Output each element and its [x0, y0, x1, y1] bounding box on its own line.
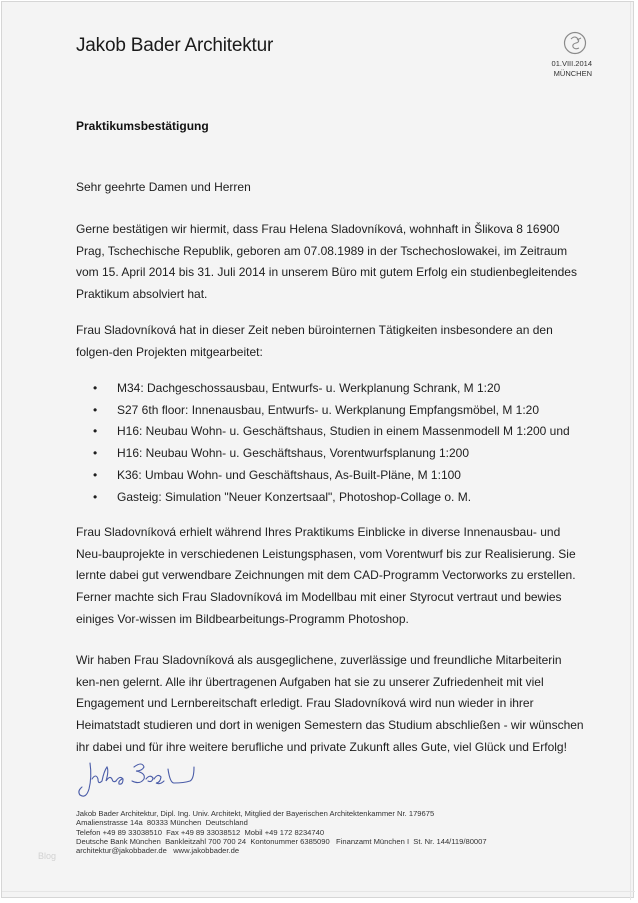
bullet-icon: • [93, 381, 98, 395]
letter-date: 01.VIII.2014 [551, 59, 592, 68]
list-item: • Gasteig: Simulation "Neuer Konzertsaal", Photoshop-Collage o. M. [76, 487, 588, 509]
bullet-icon: • [93, 467, 98, 482]
salutation: Sehr geehrte Damen und Herren [76, 180, 251, 194]
signature-icon [76, 757, 206, 802]
bullet-icon: • [93, 402, 98, 417]
date-place-block [552, 59, 592, 79]
page-edge-line [630, 2, 631, 900]
paragraph-projects-intro: Frau Sladovníková hat in dieser Zeit neben bürointernen Tätigkeiten insbesondere an den folgen-den Projekten mitgearbeitet: [76, 323, 553, 359]
list-item: • M34: Dachgeschossausbau, Entwurfs- u. Werkplanung Schrank, M 1:20 [76, 378, 588, 400]
watermark: Blog [38, 851, 57, 861]
paragraph-confirmation: Gerne bestätigen wir hiermit, dass Frau Helena Sladovníková, wohnhaft in Šlikova 8 16900 Prag, Tschechische Republik, geboren am 07.08.1989 in der Tschechoslowakei, im Zeitraum vom 15. April 2014 bis 31. Juli 2014 in unserem Büro mit gutem Erfolg ein studienbegleitendes Praktikum absolviert hat. [76, 222, 577, 302]
company-name: Jakob Bader Architektur [76, 35, 274, 56]
list-item: • S27 6th floor: Innenausbau, Entwurfs- u. Werkplanung Empfangsmöbel, M 1:20 [76, 400, 588, 422]
page-edge-line [2, 891, 635, 892]
monogram-logo-icon [563, 31, 587, 55]
bullet-icon: • [93, 489, 98, 504]
list-item: • H16: Neubau Wohn- u. Geschäftshaus, Studien in einem Massenmodell M 1:200 und [76, 421, 588, 443]
bullet-icon: • [93, 424, 98, 439]
footer-bank: Deutsche Bank München Bankleitzahl 700 700 24 Kontonummer 6385090 Finanzamt München I St. Nr. 144/119/80007 [76, 836, 487, 846]
footer-registration: Jakob Bader Architektur, Dipl. Ing. Univ. Architekt, Mitglied der Bayerischen Architektenkammer Nr. 179675 [76, 809, 435, 818]
project-list [76, 378, 588, 508]
paragraph-experience: Frau Sladovníková erhielt während Ihres Praktikums Einblicke in diverse Innenausbau- und Neu-bauprojekte in verschiedenen Leistungsphasen, vom Vorentwurf bis zur Realisierung. Sie lernte dabei gut verwendbare Zeichnungen mit dem CAD-Programm Vectorworks zu erstellen. Ferner machte sich Frau Sladovníková im Modellbau mit einer Styrocut vertraut und bewies einiges Vor-wissen im Bildbearbeitungs-Programm Photoshop. [76, 525, 576, 626]
list-item: • H16: Neubau Wohn- u. Geschäftshaus, Vorentwurfsplanung 1:200 [76, 443, 588, 465]
footer-phone: Telefon +49 89 33038510 Fax +49 89 33038512 Mobil +49 172 8234740 [76, 827, 325, 837]
paragraph-closing: Wir haben Frau Sladovníková als ausgeglichene, zuverlässige und freundliche Mitarbeiterin ken-nen gelernt. Alle ihr übertragenen Aufgaben hat sie zu unserer Zufriedenheit mit viel Engagement und Lernbereitschaft erledigt. Frau Sladovníková wird nun wieder in ihrer Heimatstadt studieren und dort in wenigen Semestern das Studium abschließen - wir wünschen ihr dabei und für ihre weitere berufliche und private Zukunft alles Gute, viel Glück und Erfolg! [76, 653, 584, 754]
list-item: • K36: Umbau Wohn- und Geschäftshaus, As-Built-Pläne, M 1:100 [76, 465, 588, 487]
footer-address: Amalienstrasse 14a 80333 München Deutschland [76, 818, 248, 828]
bullet-icon: • [93, 446, 98, 461]
letterhead-footer [76, 809, 487, 855]
letter-subject: Praktikumsbestätigung [76, 119, 209, 133]
footer-contact: architektur@jakobbader.de www.jakobbader.de [76, 846, 240, 856]
letter-city: MÜNCHEN [553, 69, 592, 78]
